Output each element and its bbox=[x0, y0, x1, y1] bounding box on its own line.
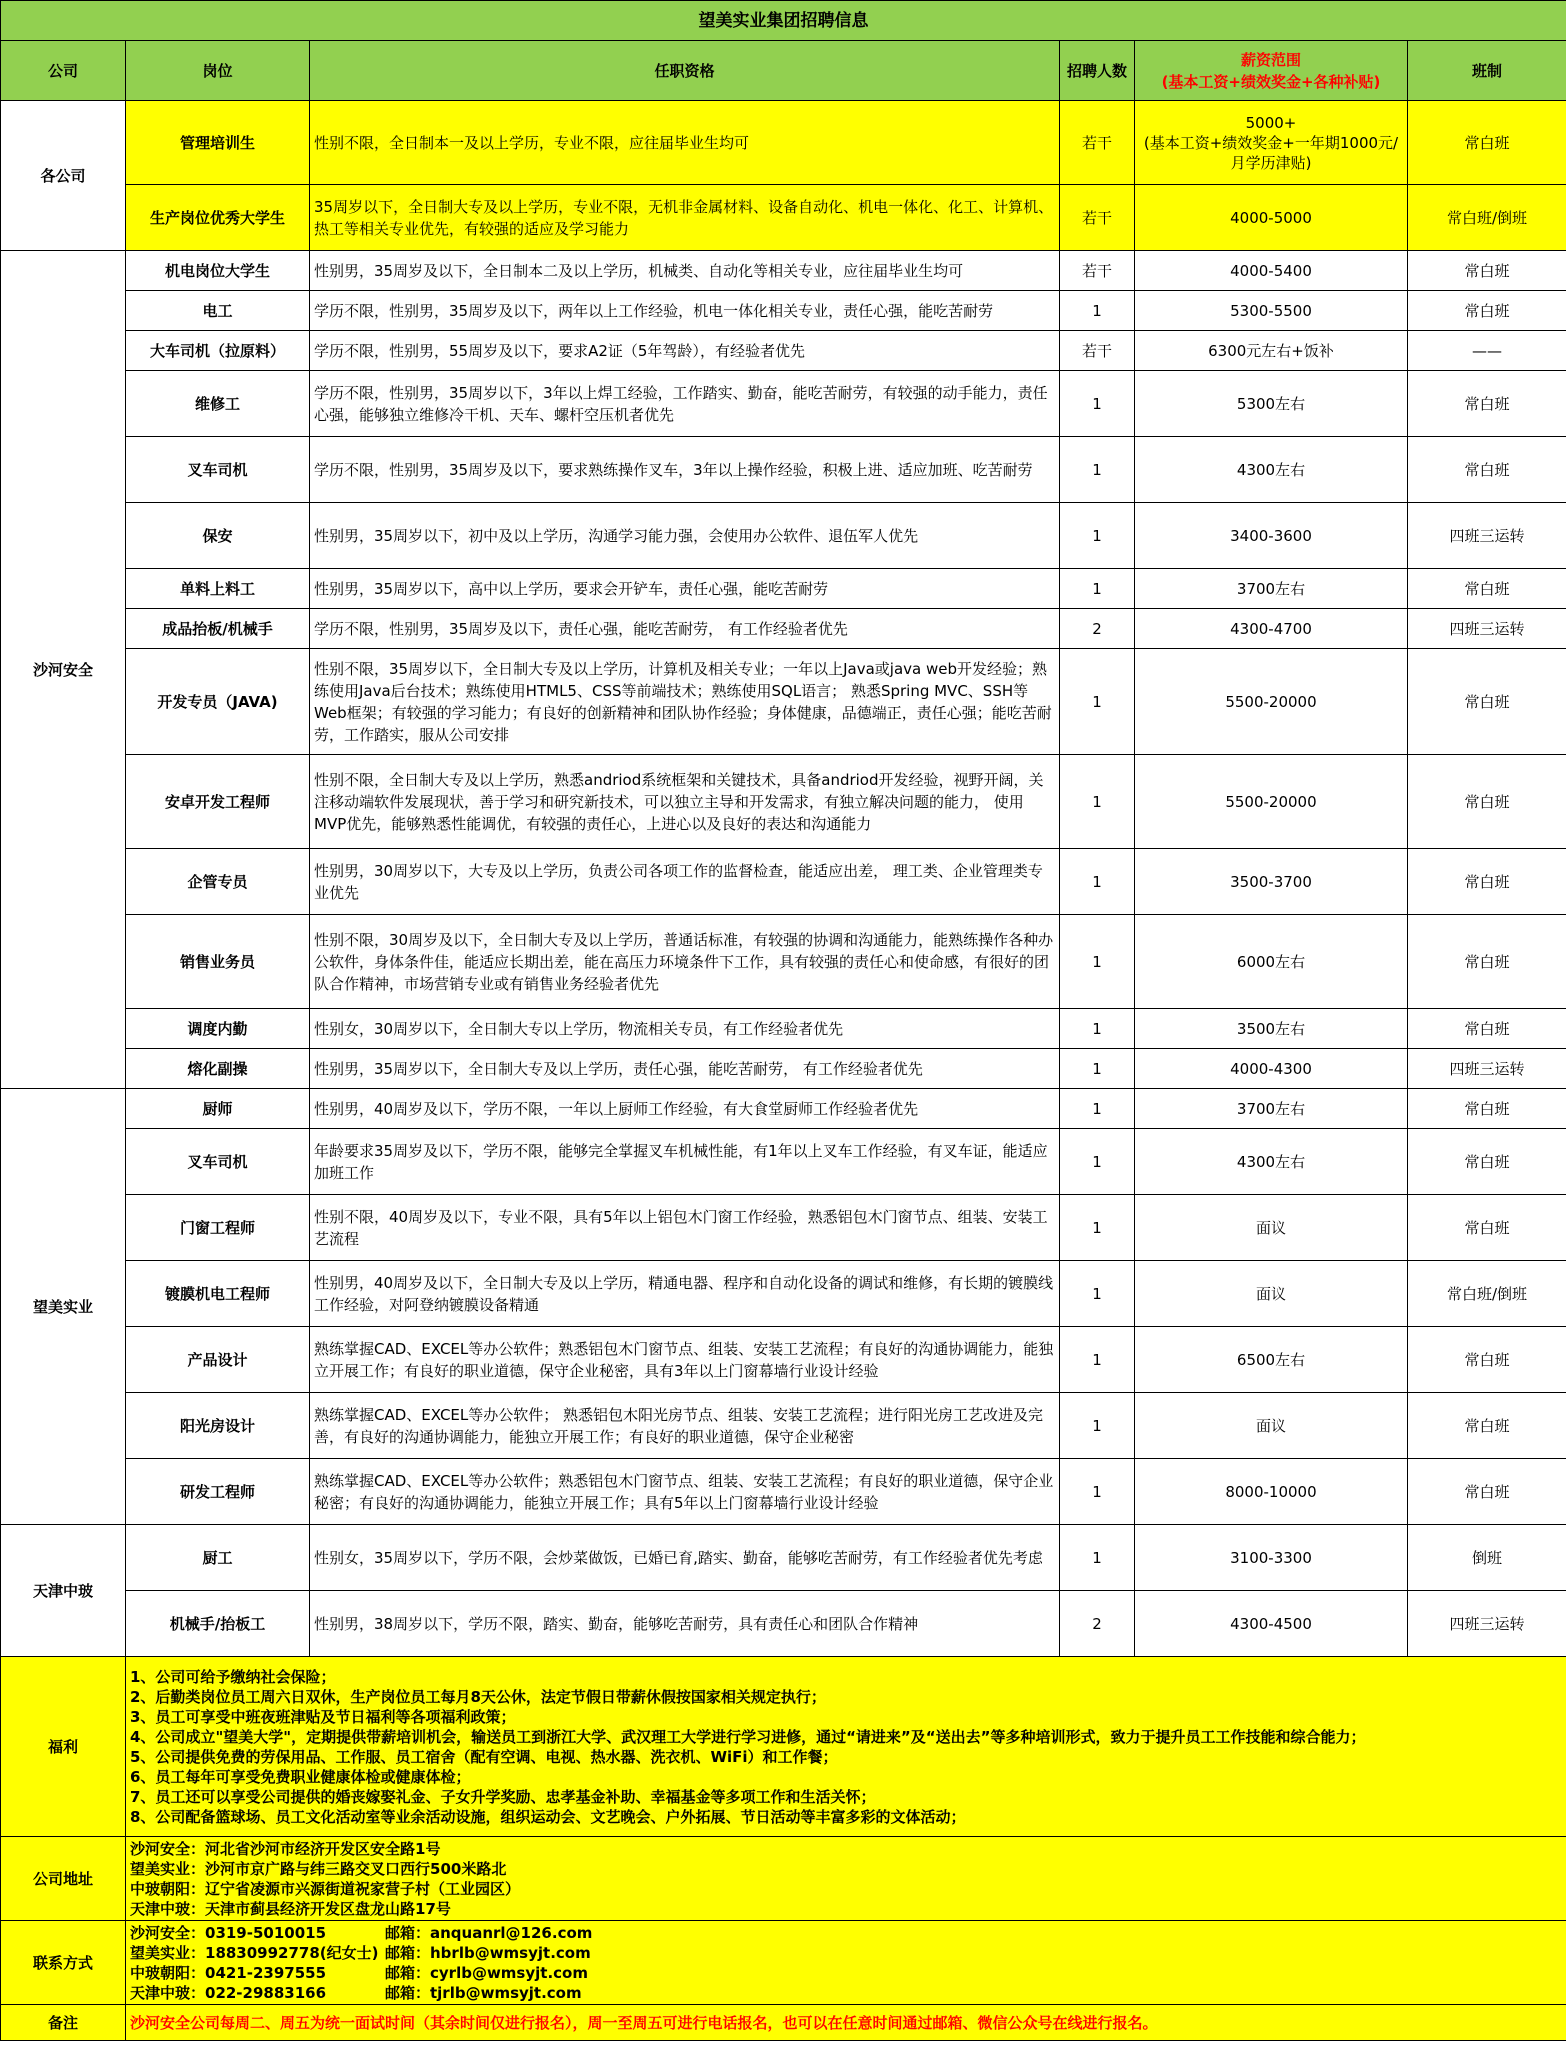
salary-cell: 4000-4300 bbox=[1135, 1049, 1408, 1089]
salary-cell: 5500-20000 bbox=[1135, 649, 1408, 755]
salary-line: 5000+ bbox=[1245, 113, 1297, 132]
job-row bbox=[1, 371, 1566, 437]
count-cell: 1 bbox=[1060, 1195, 1135, 1261]
salary-cell: 5500-20000 bbox=[1135, 755, 1408, 849]
requirements-cell: 性别男，35周岁以下，高中以上学历，要求会开铲车，责任心强，能吃苦耐劳 bbox=[310, 569, 1060, 609]
shift-cell: 常白班 bbox=[1408, 1089, 1566, 1129]
count-cell: 1 bbox=[1060, 1089, 1135, 1129]
shift-cell: 常白班 bbox=[1408, 849, 1566, 915]
count-cell: 1 bbox=[1060, 569, 1135, 609]
job-row bbox=[1, 755, 1566, 849]
welfare-item: 2、后勤类岗位员工周六日双休，生产岗位员工每月8天公休，法定节假日带薪休假按国家相关规定执行； bbox=[130, 1687, 826, 1706]
requirements-cell: 学历不限，性别男，35周岁及以下，两年以上工作经验，机电一体化相关专业，责任心强，能吃苦耐劳 bbox=[310, 291, 1060, 331]
salary-cell: 3500-3700 bbox=[1135, 849, 1408, 915]
shift-cell: 常白班 bbox=[1408, 1459, 1566, 1525]
job-row bbox=[1, 101, 1566, 185]
requirements-cell: 性别女，30周岁以下，全日制大专以上学历，物流相关专员，有工作经验者优先 bbox=[310, 1009, 1060, 1049]
job-row bbox=[1, 185, 1566, 251]
shift-cell: 常白班 bbox=[1408, 755, 1566, 849]
count-cell: 若干 bbox=[1060, 185, 1135, 251]
position-cell: 机械手/抬板工 bbox=[126, 1591, 310, 1657]
position-cell: 安卓开发工程师 bbox=[126, 755, 310, 849]
note-row bbox=[1, 2005, 1566, 2041]
count-cell: 1 bbox=[1060, 503, 1135, 569]
requirements-cell: 性别男，35周岁及以下，全日制本二及以上学历，机械类、自动化等相关专业，应往届毕业生均可 bbox=[310, 251, 1060, 291]
shift-cell: —— bbox=[1408, 331, 1566, 371]
position-cell: 电工 bbox=[126, 291, 310, 331]
salary-cell: 8000-10000 bbox=[1135, 1459, 1408, 1525]
count-cell: 1 bbox=[1060, 291, 1135, 331]
salary-line: (基本工资+绩效奖金+一年期1000元/月学历津贴) bbox=[1143, 133, 1399, 172]
position-cell: 产品设计 bbox=[126, 1327, 310, 1393]
shift-cell: 常白班 bbox=[1408, 1009, 1566, 1049]
count-cell: 1 bbox=[1060, 1009, 1135, 1049]
header-salary-line2: (基本工资+绩效奖金+各种补贴) bbox=[1161, 72, 1381, 91]
job-row bbox=[1, 915, 1566, 1009]
position-cell: 维修工 bbox=[126, 371, 310, 437]
job-row bbox=[1, 569, 1566, 609]
header-row bbox=[1, 41, 1566, 101]
count-cell: 1 bbox=[1060, 371, 1135, 437]
position-cell: 大车司机（拉原料） bbox=[126, 331, 310, 371]
contact-email[interactable]: 邮箱：tjrlb@wmsyjt.com bbox=[385, 1983, 582, 2002]
job-row bbox=[1, 1195, 1566, 1261]
welfare-item: 5、公司提供免费的劳保用品、工作服、员工宿舍（配有空调、电视、热水器、洗衣机、WiFi）和工作餐； bbox=[130, 1747, 838, 1766]
requirements-cell: 学历不限，性别男，35周岁以下，3年以上焊工经验，工作踏实、勤奋，能吃苦耐劳，有较强的动手能力，责任心强，能够独立维修冷干机、天车、螺杆空压机者优先 bbox=[310, 371, 1060, 437]
shift-cell: 常白班 bbox=[1408, 1393, 1566, 1459]
job-row bbox=[1, 649, 1566, 755]
salary-cell: 3100-3300 bbox=[1135, 1525, 1408, 1591]
position-cell: 镀膜机电工程师 bbox=[126, 1261, 310, 1327]
requirements-cell: 熟练掌握CAD、EXCEL等办公软件；熟悉铝包木门窗节点、组装、安装工艺流程；有良好的职业道德，保守企业秘密；有良好的沟通协调能力，能独立开展工作；具有5年以上门窗幕墙行业设计经验 bbox=[310, 1459, 1060, 1525]
position-cell: 成品抬板/机械手 bbox=[126, 609, 310, 649]
requirements-cell: 性别不限，全日制本一及以上学历，专业不限，应往届毕业生均可 bbox=[310, 101, 1060, 185]
position-cell: 企管专员 bbox=[126, 849, 310, 915]
count-cell: 若干 bbox=[1060, 331, 1135, 371]
job-row bbox=[1, 1525, 1566, 1591]
contact-label: 联系方式 bbox=[1, 1921, 126, 2005]
requirements-cell: 性别男，38周岁以下，学历不限，踏实、勤奋，能够吃苦耐劳，具有责任心和团队合作精神 bbox=[310, 1591, 1060, 1657]
contact-email[interactable]: 邮箱：hbrlb@wmsyjt.com bbox=[385, 1943, 591, 1962]
position-cell: 开发专员（JAVA) bbox=[126, 649, 310, 755]
job-row bbox=[1, 1049, 1566, 1089]
welfare-item: 7、员工还可以享受公司提供的婚丧嫁娶礼金、子女升学奖励、忠孝基金补助、幸福基金等多项工作和生活关怀； bbox=[130, 1787, 876, 1806]
salary-cell: 面议 bbox=[1135, 1261, 1408, 1327]
position-cell: 厨工 bbox=[126, 1525, 310, 1591]
requirements-cell: 学历不限，性别男，35周岁及以下，要求熟练操作叉车，3年以上操作经验，积极上进、适应加班、吃苦耐劳 bbox=[310, 437, 1060, 503]
job-row bbox=[1, 849, 1566, 915]
position-cell: 叉车司机 bbox=[126, 437, 310, 503]
position-cell: 生产岗位优秀大学生 bbox=[126, 185, 310, 251]
job-row bbox=[1, 503, 1566, 569]
welfare-label: 福利 bbox=[1, 1657, 126, 1837]
company-cell: 望美实业 bbox=[1, 1089, 126, 1525]
contact-row bbox=[1, 1921, 1566, 2005]
company-cell: 各公司 bbox=[1, 101, 126, 251]
requirements-cell: 35周岁以下，全日制大专及以上学历，专业不限，无机非金属材料、设备自动化、机电一体化、化工、计算机、热工等相关专业优先，有较强的适应及学习能力 bbox=[310, 185, 1060, 251]
salary-cell: 6500左右 bbox=[1135, 1327, 1408, 1393]
requirements-cell: 性别男，30周岁以下，大专及以上学历，负责公司各项工作的监督检查，能适应出差， 理工类、企业管理类专业优先 bbox=[310, 849, 1060, 915]
salary-cell: 6300元左右+饭补 bbox=[1135, 331, 1408, 371]
address-label: 公司地址 bbox=[1, 1837, 126, 1921]
requirements-cell: 性别不限，全日制大专及以上学历，熟悉andriod系统框架和关键技术，具备andriod开发经验，视野开阔，关注移动端软件发展现状，善于学习和研究新技术，可以独立主导和开发需求，有独立解决问题的能力， 使用MVP优先，能够熟悉性能调优，有较强的责任心，上进心以及良好的表达和沟通能力 bbox=[310, 755, 1060, 849]
welfare-list bbox=[126, 1657, 1566, 1837]
requirements-cell: 性别男，35周岁以下，初中及以上学历，沟通学习能力强，会使用办公软件、退伍军人优先 bbox=[310, 503, 1060, 569]
salary-cell: 3500左右 bbox=[1135, 1009, 1408, 1049]
position-cell: 调度内勤 bbox=[126, 1009, 310, 1049]
shift-cell: 四班三运转 bbox=[1408, 1591, 1566, 1657]
salary-cell: 6000左右 bbox=[1135, 915, 1408, 1009]
requirements-cell: 熟练掌握CAD、EXCEL等办公软件； 熟悉铝包木阳光房节点、组装、安装工艺流程；进行阳光房工艺改进及完善，有良好的沟通协调能力，能独立开展工作；有良好的职业道德，保守企业秘密 bbox=[310, 1393, 1060, 1459]
shift-cell: 四班三运转 bbox=[1408, 609, 1566, 649]
salary-cell: 4300左右 bbox=[1135, 1129, 1408, 1195]
salary-cell: 4300-4700 bbox=[1135, 609, 1408, 649]
position-cell: 保安 bbox=[126, 503, 310, 569]
job-row bbox=[1, 1327, 1566, 1393]
requirements-cell: 熟练掌握CAD、EXCEL等办公软件；熟悉铝包木门窗节点、组装、安装工艺流程；有良好的沟通协调能力，能独立开展工作；有良好的职业道德，保守企业秘密，具有3年以上门窗幕墙行业设计经验 bbox=[310, 1327, 1060, 1393]
count-cell: 1 bbox=[1060, 1459, 1135, 1525]
requirements-cell: 学历不限，性别男，35周岁及以下，责任心强，能吃苦耐劳， 有工作经验者优先 bbox=[310, 609, 1060, 649]
requirements-cell: 性别男，40周岁及以下，学历不限，一年以上厨师工作经验，有大食堂厨师工作经验者优先 bbox=[310, 1089, 1060, 1129]
position-cell: 单料上料工 bbox=[126, 569, 310, 609]
count-cell: 1 bbox=[1060, 1049, 1135, 1089]
shift-cell: 倒班 bbox=[1408, 1525, 1566, 1591]
position-cell: 研发工程师 bbox=[126, 1459, 310, 1525]
salary-cell: 4000-5000 bbox=[1135, 185, 1408, 251]
position-cell: 叉车司机 bbox=[126, 1129, 310, 1195]
salary-cell: 4300-4500 bbox=[1135, 1591, 1408, 1657]
shift-cell: 常白班 bbox=[1408, 101, 1566, 185]
header-company: 公司 bbox=[1, 41, 126, 101]
count-cell: 1 bbox=[1060, 437, 1135, 503]
salary-cell: 面议 bbox=[1135, 1393, 1408, 1459]
contact-phone: 望美实业：18830992778(纪女士) bbox=[130, 1943, 379, 1962]
address-item: 沙河安全：河北省沙河市经济开发区安全路1号 bbox=[130, 1839, 441, 1858]
header-count: 招聘人数 bbox=[1060, 41, 1135, 101]
salary-cell: 3700左右 bbox=[1135, 569, 1408, 609]
shift-cell: 常白班 bbox=[1408, 1195, 1566, 1261]
shift-cell: 四班三运转 bbox=[1408, 1049, 1566, 1089]
contact-phone: 中玻朝阳：0421-2397555 bbox=[130, 1963, 327, 1982]
requirements-cell: 性别不限，40周岁及以下，专业不限，具有5年以上铝包木门窗工作经验，熟悉铝包木门窗节点、组装、安装工艺流程 bbox=[310, 1195, 1060, 1261]
job-row bbox=[1, 291, 1566, 331]
requirements-cell: 年龄要求35周岁及以下，学历不限，能够完全掌握叉车机械性能，有1年以上叉车工作经验，有叉车证，能适应加班工作 bbox=[310, 1129, 1060, 1195]
salary-cell: 5300左右 bbox=[1135, 371, 1408, 437]
salary-cell bbox=[1135, 101, 1408, 185]
shift-cell: 常白班 bbox=[1408, 1129, 1566, 1195]
contact-list bbox=[126, 1921, 1566, 2005]
contact-item bbox=[130, 1963, 1562, 1983]
position-cell: 厨师 bbox=[126, 1089, 310, 1129]
header-shift: 班制 bbox=[1408, 41, 1566, 101]
count-cell: 若干 bbox=[1060, 101, 1135, 185]
contact-email[interactable]: 邮箱：cyrlb@wmsyjt.com bbox=[385, 1963, 588, 1982]
requirements-cell: 性别不限，35周岁以下，全日制大专及以上学历，计算机及相关专业；一年以上Java或java web开发经验；熟练使用Java后台技术；熟练使用HTML5、CSS等前端技术；熟练使用SQL语言； 熟悉Spring MVC、SSH等Web框架；有较强的学习能力；有良好的创新精神和团队协作经验；身体健康，品德端正，责任心强；能吃苦耐劳，工作踏实，服从公司安排 bbox=[310, 649, 1060, 755]
sheet-title: 望美实业集团招聘信息 bbox=[1, 1, 1566, 41]
count-cell: 2 bbox=[1060, 1591, 1135, 1657]
job-row bbox=[1, 1089, 1566, 1129]
job-row bbox=[1, 1591, 1566, 1657]
company-cell: 天津中玻 bbox=[1, 1525, 126, 1657]
job-row bbox=[1, 331, 1566, 371]
salary-cell: 面议 bbox=[1135, 1195, 1408, 1261]
salary-cell: 5300-5500 bbox=[1135, 291, 1408, 331]
welfare-item: 1、公司可给予缴纳社会保险； bbox=[130, 1667, 336, 1686]
shift-cell: 常白班/倒班 bbox=[1408, 1261, 1566, 1327]
shift-cell: 常白班 bbox=[1408, 291, 1566, 331]
contact-phone: 沙河安全：0319-5010015 bbox=[130, 1923, 327, 1942]
welfare-item: 8、公司配备篮球场、员工文化活动室等业余活动设施，组织运动会、文艺晚会、户外拓展、节日活动等丰富多彩的文体活动； bbox=[130, 1807, 966, 1826]
shift-cell: 常白班 bbox=[1408, 569, 1566, 609]
contact-item bbox=[130, 1923, 1562, 1943]
header-salary-line1: 薪资范围 bbox=[1240, 50, 1301, 69]
contact-phone: 天津中玻：022-29883166 bbox=[130, 1983, 327, 2002]
position-cell: 销售业务员 bbox=[126, 915, 310, 1009]
requirements-cell: 性别男，35周岁以下，全日制大专及以上学历，责任心强，能吃苦耐劳， 有工作经验者优先 bbox=[310, 1049, 1060, 1089]
position-cell: 管理培训生 bbox=[126, 101, 310, 185]
requirements-cell: 性别不限，30周岁及以下，全日制大专及以上学历，普通话标准，有较强的协调和沟通能力，能熟练操作各种办公软件，身体条件佳，能适应长期出差，能在高压力环境条件下工作，具有较强的责任心和使命感，有很好的团队合作精神，市场营销专业或有销售业务经验者优先 bbox=[310, 915, 1060, 1009]
count-cell: 1 bbox=[1060, 1393, 1135, 1459]
address-list bbox=[126, 1837, 1566, 1921]
count-cell: 1 bbox=[1060, 1327, 1135, 1393]
company-cell: 沙河安全 bbox=[1, 251, 126, 1089]
count-cell: 1 bbox=[1060, 915, 1135, 1009]
requirements-cell: 性别男，40周岁及以下，全日制大专及以上学历，精通电器、程序和自动化设备的调试和维修，有长期的镀膜线工作经验，对阿登纳镀膜设备精通 bbox=[310, 1261, 1060, 1327]
salary-cell: 3400-3600 bbox=[1135, 503, 1408, 569]
contact-item bbox=[130, 1943, 1562, 1963]
address-item: 望美实业：沙河市京广路与纬三路交叉口西行500米路北 bbox=[130, 1859, 507, 1878]
header-salary bbox=[1135, 41, 1408, 101]
shift-cell: 常白班 bbox=[1408, 915, 1566, 1009]
job-row bbox=[1, 437, 1566, 503]
header-position: 岗位 bbox=[126, 41, 310, 101]
position-cell: 阳光房设计 bbox=[126, 1393, 310, 1459]
job-row bbox=[1, 1459, 1566, 1525]
shift-cell: 常白班/倒班 bbox=[1408, 185, 1566, 251]
count-cell: 1 bbox=[1060, 755, 1135, 849]
welfare-item: 3、员工可享受中班夜班津贴及节日福利等各项福利政策； bbox=[130, 1707, 516, 1726]
header-requirements: 任职资格 bbox=[310, 41, 1060, 101]
position-cell: 机电岗位大学生 bbox=[126, 251, 310, 291]
contact-item bbox=[130, 1983, 1562, 2003]
shift-cell: 常白班 bbox=[1408, 1327, 1566, 1393]
note-label: 备注 bbox=[1, 2005, 126, 2041]
shift-cell: 常白班 bbox=[1408, 251, 1566, 291]
job-row bbox=[1, 1129, 1566, 1195]
requirements-cell: 性别女，35周岁以下，学历不限，会炒菜做饭，已婚已育,踏实、勤奋，能够吃苦耐劳，有工作经验者优先考虑 bbox=[310, 1525, 1060, 1591]
count-cell: 1 bbox=[1060, 1129, 1135, 1195]
address-row bbox=[1, 1837, 1566, 1921]
position-cell: 门窗工程师 bbox=[126, 1195, 310, 1261]
position-cell: 熔化副操 bbox=[126, 1049, 310, 1089]
note-text: 沙河安全公司每周二、周五为统一面试时间（其余时间仅进行报名），周一至周五可进行电话报名，也可以在任意时间通过邮箱、微信公众号在线进行报名。 bbox=[126, 2005, 1566, 2041]
count-cell: 1 bbox=[1060, 1525, 1135, 1591]
welfare-row bbox=[1, 1657, 1566, 1837]
shift-cell: 常白班 bbox=[1408, 437, 1566, 503]
count-cell: 1 bbox=[1060, 1261, 1135, 1327]
shift-cell: 四班三运转 bbox=[1408, 503, 1566, 569]
shift-cell: 常白班 bbox=[1408, 371, 1566, 437]
address-item: 中玻朝阳：辽宁省凌源市兴源街道祝家营子村（工业园区） bbox=[130, 1879, 521, 1898]
count-cell: 1 bbox=[1060, 849, 1135, 915]
count-cell: 2 bbox=[1060, 609, 1135, 649]
job-row bbox=[1, 1261, 1566, 1327]
job-row bbox=[1, 251, 1566, 291]
welfare-item: 6、员工每年可享受免费职业健康体检或健康体检； bbox=[130, 1767, 471, 1786]
job-row bbox=[1, 1393, 1566, 1459]
requirements-cell: 学历不限，性别男，55周岁及以下，要求A2证（5年驾龄），有经验者优先 bbox=[310, 331, 1060, 371]
job-row bbox=[1, 609, 1566, 649]
salary-cell: 3700左右 bbox=[1135, 1089, 1408, 1129]
job-row bbox=[1, 1009, 1566, 1049]
contact-email[interactable]: 邮箱：anquanrl@126.com bbox=[385, 1923, 593, 1942]
address-item: 天津中玻：天津市蓟县经济开发区盘龙山路17号 bbox=[130, 1899, 451, 1918]
count-cell: 1 bbox=[1060, 649, 1135, 755]
salary-cell: 4300左右 bbox=[1135, 437, 1408, 503]
welfare-item: 4、公司成立"望美大学"，定期提供带薪培训机会，输送员工到浙江大学、武汉理工大学进行学习进修，通过“请进来”及“送出去”等多种培训形式，致力于提升员工工作技能和综合能力； bbox=[130, 1727, 1366, 1746]
count-cell: 若干 bbox=[1060, 251, 1135, 291]
shift-cell: 常白班 bbox=[1408, 649, 1566, 755]
salary-cell: 4000-5400 bbox=[1135, 251, 1408, 291]
